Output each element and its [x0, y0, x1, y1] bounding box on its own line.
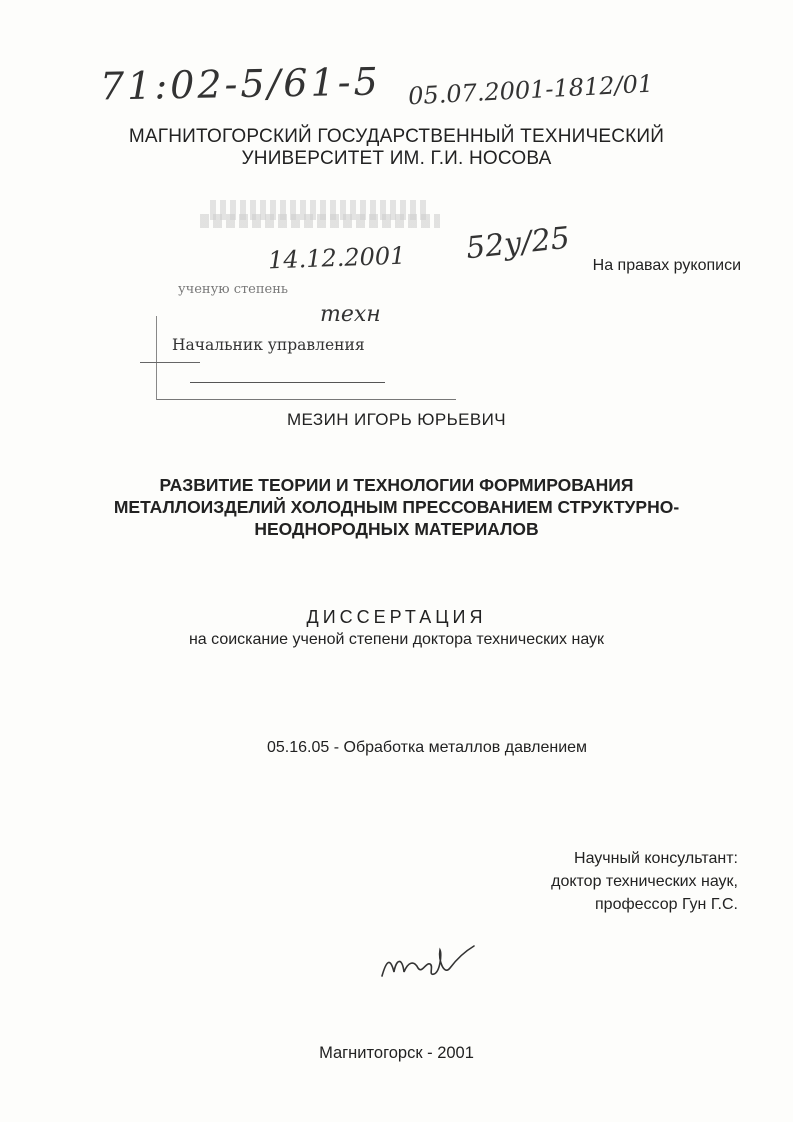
dissertation-title — [0, 474, 793, 540]
author-name: МЕЗИН ИГОРЬ ЮРЬЕВИЧ — [286, 410, 507, 429]
university-line-2: УНИВЕРСИТЕТ ИМ. Г.И. НОСОВА — [241, 148, 552, 169]
stamp-line-2: ученую степень — [178, 282, 288, 297]
consultant-line-3: профессор Гун Г.С. — [595, 896, 738, 913]
title-line-2: МЕТАЛЛОИЗДЕЛИЙ ХОЛОДНЫМ ПРЕССОВАНИЕМ СТРУКТУРНО- — [113, 497, 680, 517]
author-signature — [378, 932, 478, 988]
dissertation-label: ДИССЕРТАЦИЯ — [306, 607, 487, 627]
handwritten-reference: 52у/25 — [464, 220, 572, 267]
consultant-line-2: доктор технических наук, — [551, 873, 738, 890]
catalog-number: 71:02-5/61-5 — [99, 59, 382, 109]
university-line-1: МАГНИТОГОРСКИЙ ГОСУДАРСТВЕННЫЙ ТЕХНИЧЕСКИЙ — [128, 126, 665, 147]
handwritten-date: 14.12.2001 — [267, 241, 406, 275]
stamp-faded-heading — [200, 214, 440, 228]
registration-number: 05.07.2001-1812/01 — [407, 69, 654, 111]
city-year: Магнитогорск - 2001 — [319, 1044, 474, 1062]
title-line-1: РАЗВИТИЕ ТЕОРИИ И ТЕХНОЛОГИИ ФОРМИРОВАНИЯ — [159, 475, 634, 495]
rights-notice: На правах рукописи — [592, 257, 741, 274]
scientific-consultant — [551, 847, 738, 916]
stamp-bottom-border — [156, 399, 456, 400]
title-line-3: НЕОДНОРОДНЫХ МАТЕРИАЛОВ — [254, 519, 539, 539]
stamp-left-border — [156, 316, 157, 400]
stamp-line-3: Начальник управления — [172, 336, 365, 354]
specialty: 05.16.05 - Обработка металлов давлением — [267, 739, 588, 756]
library-stamp — [150, 196, 458, 402]
consultant-line-1: Научный консультант: — [574, 850, 738, 867]
stamp-underline — [190, 382, 385, 383]
university-name — [0, 126, 793, 170]
stamp-extension-line — [140, 362, 200, 363]
degree-line: на соискание ученой степени доктора технических наук — [188, 631, 605, 648]
handwritten-note: техн — [320, 302, 381, 327]
